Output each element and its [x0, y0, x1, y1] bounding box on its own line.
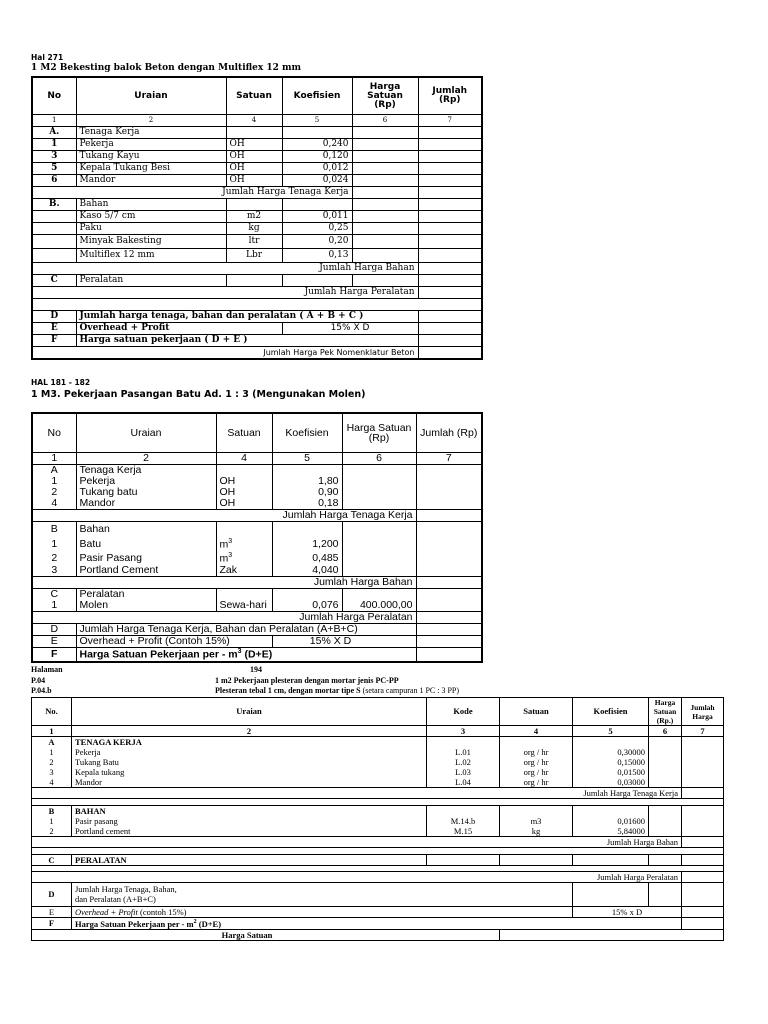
- row-kode: L.03: [427, 767, 500, 777]
- row-uraian: Kaso 5/7 cm: [76, 211, 226, 223]
- subtotal-label: Jumlah Harga Peralatan: [32, 611, 416, 623]
- table-row: [32, 223, 482, 235]
- summary-row-e: [32, 907, 724, 918]
- col-number: 1: [32, 726, 72, 737]
- group-no: A: [32, 465, 76, 477]
- footer-row: [32, 930, 724, 941]
- group-no: C: [32, 588, 76, 600]
- row-satuan: m3: [500, 816, 573, 826]
- group-row: [32, 588, 482, 600]
- row-satuan: m2: [226, 211, 282, 223]
- summary-row-d: [32, 311, 482, 323]
- col-number: 6: [342, 453, 416, 465]
- row-no: 6: [32, 175, 76, 187]
- row-no: E: [32, 635, 76, 647]
- table-row: [32, 139, 482, 151]
- spacer-row: [32, 848, 724, 855]
- row-no: 3: [32, 565, 76, 577]
- table-row: [32, 211, 482, 223]
- header-satuan: Satuan: [216, 413, 272, 453]
- subtotal-row: [32, 872, 724, 883]
- row-uraian: Mandor: [76, 498, 216, 510]
- row-koefisien: 0,240: [282, 139, 352, 151]
- row-satuan: org / hr: [500, 757, 573, 767]
- table-row: [32, 777, 724, 788]
- row-kode: M.15: [427, 826, 500, 837]
- summary-value: 15% X D: [272, 635, 416, 647]
- row-no: D: [32, 311, 76, 323]
- row-satuan: $m^3$: [216, 537, 272, 552]
- row-no: 1: [32, 476, 76, 487]
- summary-label: Jumlah harga tenaga, bahan dan peralatan ( A + B + C ): [76, 311, 418, 323]
- summary-row-d: [32, 883, 724, 907]
- column-number-row: [32, 115, 482, 127]
- header-jumlah: Jumlah Harga: [682, 698, 724, 726]
- summary-label: Jumlah Harga Tenaga Kerja, Bahan dan Peralatan (A+B+C): [76, 623, 416, 635]
- row-no: 3: [32, 767, 72, 777]
- row-satuan: OH: [226, 175, 282, 187]
- row-uraian: Portland cement: [72, 826, 427, 837]
- col-number: 2: [76, 115, 226, 127]
- col-number: 7: [418, 115, 482, 127]
- row-no: 3: [32, 151, 76, 163]
- subtotal-row: [32, 187, 482, 199]
- summary-label: Jumlah Harga Tenaga, Bahan, dan Peralatan (A+B+C): [72, 883, 573, 907]
- subtotal-label: Jumlah Harga Tenaga Kerja: [32, 788, 682, 799]
- row-koefisien: 0,076: [272, 600, 342, 612]
- col-number: 7: [682, 726, 724, 737]
- row-satuan: OH: [226, 139, 282, 151]
- row-no: F: [32, 918, 72, 930]
- row-koefisien: 0,011: [282, 211, 352, 223]
- group-row: [32, 806, 724, 817]
- row-satuan: OH: [216, 498, 272, 510]
- row-satuan: OH: [216, 487, 272, 498]
- row-no: 1: [32, 600, 76, 612]
- row-koefisien: 0,485: [272, 552, 342, 565]
- group-row: [32, 855, 724, 866]
- row-uraian: Portland Cement: [76, 565, 216, 577]
- row-no: 1: [32, 747, 72, 757]
- subtotal-row: [32, 837, 724, 848]
- header-uraian: Uraian: [72, 698, 427, 726]
- row-uraian: Pasir Pasang: [76, 552, 216, 565]
- row-kode: L.04: [427, 777, 500, 788]
- row-satuan: OH: [216, 476, 272, 487]
- subtotal-row: [32, 263, 482, 275]
- header-harga-satuan: Harga Satuan (Rp): [352, 77, 418, 115]
- col-number: 4: [500, 726, 573, 737]
- row-koefisien: 0,13: [282, 249, 352, 263]
- row-satuan: $m^3$: [216, 552, 272, 565]
- section2-table: [31, 412, 483, 663]
- group-label: BAHAN: [72, 806, 427, 817]
- table-row: [32, 235, 482, 249]
- row-no: D: [32, 883, 72, 907]
- table-row: [32, 757, 724, 767]
- footer-label: Harga Satuan: [32, 930, 500, 941]
- header-harga-satuan: Harga Satuan (Rp.): [649, 698, 682, 726]
- group-row: [32, 737, 724, 748]
- header-koefisien: Koefisien: [282, 77, 352, 115]
- row-no: F: [32, 335, 76, 347]
- subtotal-label: Jumlah Harga Peralatan: [32, 872, 682, 883]
- row-no: 1: [32, 816, 72, 826]
- column-number-row: [32, 726, 724, 737]
- section3-halaman-value: 194: [250, 665, 262, 674]
- footer-label: Jumlah Harga Pek Nomenklatur Beton: [32, 347, 418, 360]
- row-no: 4: [32, 498, 76, 510]
- col-number: 6: [352, 115, 418, 127]
- col-number: 1: [32, 115, 76, 127]
- row-koefisien: 0,25: [282, 223, 352, 235]
- column-number-row: [32, 453, 482, 465]
- table-row: [32, 816, 724, 826]
- row-no: 2: [32, 552, 76, 565]
- section3-halaman-label: Halaman: [31, 665, 63, 674]
- summary-row-f: [32, 918, 724, 930]
- col-number: 4: [216, 453, 272, 465]
- summary-value: 15% x D: [573, 907, 682, 918]
- table-row: [32, 175, 482, 187]
- col-number: 7: [416, 453, 482, 465]
- col-number: 2: [72, 726, 427, 737]
- row-no: 2: [32, 487, 76, 498]
- table-row: [32, 747, 724, 757]
- table-row: [32, 151, 482, 163]
- group-row: [32, 275, 482, 287]
- row-kode: L.01: [427, 747, 500, 757]
- row-uraian: Paku: [76, 223, 226, 235]
- group-label: Peralatan: [76, 275, 226, 287]
- summary-label: Harga Satuan Pekerjaan per - $m^3$ (D+E): [76, 647, 416, 662]
- row-uraian: Molen: [76, 600, 216, 612]
- group-row: [32, 127, 482, 139]
- header-no: No.: [32, 698, 72, 726]
- table-row: [32, 163, 482, 175]
- header-row: [32, 413, 482, 453]
- col-number: 1: [32, 453, 76, 465]
- header-satuan: Satuan: [500, 698, 573, 726]
- row-koefisien: 0,18: [272, 498, 342, 510]
- subtotal-label: Jumlah Harga Bahan: [32, 576, 416, 588]
- row-koefisien: 4,040: [272, 565, 342, 577]
- row-no: F: [32, 647, 76, 662]
- summary-value: 15% X D: [282, 323, 418, 335]
- row-uraian: Tukang batu: [76, 487, 216, 498]
- row-no: 5: [32, 163, 76, 175]
- row-no: E: [32, 907, 72, 918]
- row-no: 1: [32, 537, 76, 552]
- header-koefisien: Koefisien: [573, 698, 649, 726]
- summary-label: Harga Satuan Pekerjaan per - $m^2$ (D+E): [72, 918, 682, 930]
- subtotal-label: Jumlah Harga Tenaga Kerja: [32, 187, 352, 199]
- section3-desc1: 1 m2 Pekerjaan plesteran dengan mortar jenis PC-PP: [215, 676, 399, 685]
- row-uraian: Multiflex 12 mm: [76, 249, 226, 263]
- row-kode: M.14.b: [427, 816, 500, 826]
- subtotal-row: [32, 788, 724, 799]
- row-koefisien: 0,012: [282, 163, 352, 175]
- section1-page-ref: Hal 271: [31, 53, 64, 62]
- group-no: C: [32, 855, 72, 866]
- row-uraian: Tukang Kayu: [76, 151, 226, 163]
- header-row: [32, 698, 724, 726]
- header-jumlah: Jumlah (Rp): [416, 413, 482, 453]
- group-label: PERALATAN: [72, 855, 427, 866]
- header-uraian: Uraian: [76, 413, 216, 453]
- header-jumlah: Jumlah (Rp): [418, 77, 482, 115]
- section3-desc2: Plesteran tebal 1 cm, dengan mortar tipe S (setara campuran 1 PC : 3 PP): [215, 686, 460, 695]
- row-satuan: OH: [226, 163, 282, 175]
- group-label: Bahan: [76, 199, 226, 211]
- row-uraian: Mandor: [72, 777, 427, 788]
- col-number: 2: [76, 453, 216, 465]
- summary-label: Harga satuan pekerjaan ( D + E ): [76, 335, 418, 347]
- row-uraian: Minyak Bakesting: [76, 235, 226, 249]
- row-koefisien: 1,80: [272, 476, 342, 487]
- subtotal-label: Jumlah Harga Bahan: [32, 837, 682, 848]
- row-uraian: Kepala Tukang Besi: [76, 163, 226, 175]
- row-no: 2: [32, 826, 72, 837]
- group-label: Tenaga Kerja: [76, 127, 226, 139]
- subtotal-label: Jumlah Harga Bahan: [32, 263, 418, 275]
- row-satuan: Sewa-hari: [216, 600, 272, 612]
- col-number: 6: [649, 726, 682, 737]
- summary-row-e: [32, 323, 482, 335]
- summary-row-f: [32, 335, 482, 347]
- row-koefisien: 0,03000: [573, 777, 649, 788]
- section1-title: 1 M2 Bekesting balok Beton dengan Multiflex 12 mm: [31, 63, 302, 73]
- table-row: [32, 600, 482, 612]
- row-uraian: Pekerja: [76, 139, 226, 151]
- group-row: [32, 199, 482, 211]
- group-no: C: [32, 275, 76, 287]
- group-row: [32, 465, 482, 477]
- row-uraian: Batu: [76, 537, 216, 552]
- row-no: 1: [32, 139, 76, 151]
- header-satuan: Satuan: [226, 77, 282, 115]
- row-no: 2: [32, 757, 72, 767]
- section1-table: [31, 76, 483, 360]
- summary-row-f: [32, 647, 482, 662]
- subtotal-row: [32, 510, 482, 522]
- row-uraian: Kepala tukang: [72, 767, 427, 777]
- row-satuan: org / hr: [500, 777, 573, 788]
- table-row: [32, 249, 482, 263]
- group-label: Peralatan: [76, 588, 216, 600]
- footer-row: [32, 347, 482, 360]
- summary-label: Overhead + Profit: [76, 323, 282, 335]
- summary-label: Overhead + Profit (contoh 15%): [72, 907, 573, 918]
- row-koefisien: 0,30000: [573, 747, 649, 757]
- header-kode: Kode: [427, 698, 500, 726]
- row-koefisien: 1,200: [272, 537, 342, 552]
- row-satuan: Lbr: [226, 249, 282, 263]
- summary-row-d: [32, 623, 482, 635]
- col-number: 4: [226, 115, 282, 127]
- row-uraian: Tukang Batu: [72, 757, 427, 767]
- row-koefisien: 0,20: [282, 235, 352, 249]
- group-no: B.: [32, 199, 76, 211]
- col-number: 5: [282, 115, 352, 127]
- subtotal-row: [32, 287, 482, 299]
- col-number: 5: [272, 453, 342, 465]
- section2-title: 1 M3. Pekerjaan Pasangan Batu Ad. 1 : 3 (Mengunakan Molen): [31, 389, 366, 400]
- row-satuan: org / hr: [500, 767, 573, 777]
- group-row: [32, 522, 482, 537]
- group-no: B: [32, 522, 76, 537]
- subtotal-label: Jumlah Harga Tenaga Kerja: [32, 510, 416, 522]
- row-koefisien: 5,84000: [573, 826, 649, 837]
- group-no: A.: [32, 127, 76, 139]
- row-satuan: kg: [226, 223, 282, 235]
- subtotal-label: Jumlah Harga Peralatan: [32, 287, 418, 299]
- row-no: 4: [32, 777, 72, 788]
- col-number: 3: [427, 726, 500, 737]
- summary-row-e: [32, 635, 482, 647]
- header-uraian: Uraian: [76, 77, 226, 115]
- row-koefisien: 0,120: [282, 151, 352, 163]
- table-row: [32, 767, 724, 777]
- group-no: B: [32, 806, 72, 817]
- group-label: Tenaga Kerja: [76, 465, 216, 477]
- table-row: [32, 826, 724, 837]
- section3-code1: P.04: [31, 676, 46, 685]
- subtotal-row: [32, 576, 482, 588]
- row-koefisien: 0,01500: [573, 767, 649, 777]
- row-satuan: kg: [500, 826, 573, 837]
- col-number: 5: [573, 726, 649, 737]
- summary-label: Overhead + Profit (Contoh 15%): [76, 635, 272, 647]
- row-no: D: [32, 623, 76, 635]
- row-koefisien: 0,15000: [573, 757, 649, 767]
- section2-page-ref: HAL 181 - 182: [31, 378, 91, 387]
- row-uraian: Mandor: [76, 175, 226, 187]
- row-uraian: Pekerja: [72, 747, 427, 757]
- group-label: Bahan: [76, 522, 216, 537]
- row-satuan: ltr: [226, 235, 282, 249]
- row-uraian: Pekerja: [76, 476, 216, 487]
- row-koefisien: 0,024: [282, 175, 352, 187]
- row-satuan: Zak: [216, 565, 272, 577]
- header-no: No: [32, 413, 76, 453]
- row-uraian: Pasir pasang: [72, 816, 427, 826]
- row-koefisien: 0,01600: [573, 816, 649, 826]
- header-koefisien: Koefisien: [272, 413, 342, 453]
- group-label: TENAGA KERJA: [72, 737, 427, 748]
- row-no: E: [32, 323, 76, 335]
- row-satuan: OH: [226, 151, 282, 163]
- row-satuan: org / hr: [500, 747, 573, 757]
- row-kode: L.02: [427, 757, 500, 767]
- spacer-row: [32, 799, 724, 806]
- group-no: A: [32, 737, 72, 748]
- row-harga-satuan: 400.000,00: [342, 600, 416, 612]
- section3-table: [31, 697, 724, 941]
- spacer-row: [32, 299, 482, 311]
- header-row: [32, 77, 482, 115]
- subtotal-row: [32, 611, 482, 623]
- header-harga-satuan: Harga Satuan (Rp): [342, 413, 416, 453]
- section3-code2: P.04.b: [31, 686, 52, 695]
- row-koefisien: 0,90: [272, 487, 342, 498]
- header-no: No: [32, 77, 76, 115]
